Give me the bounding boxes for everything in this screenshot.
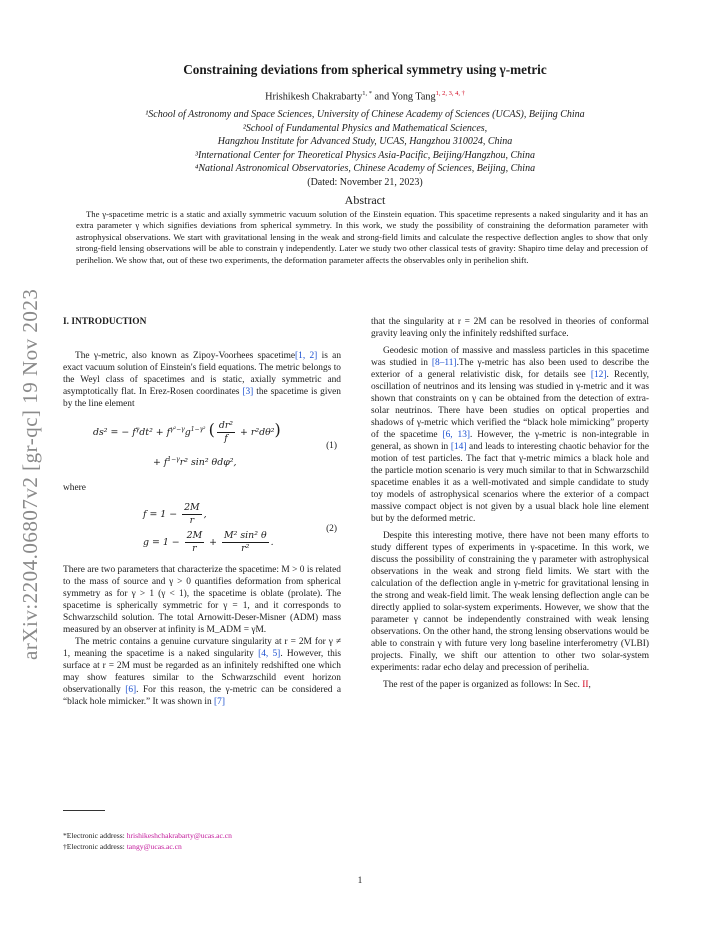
affiliation-2b: Hangzhou Institute for Advanced Study, UCAS, Hangzhou 310024, China — [217, 136, 513, 148]
section-ref-link[interactable]: II — [582, 680, 589, 690]
citation-link[interactable]: [6] — [125, 685, 137, 695]
intro-paragraph-5: Geodesic motion of massive and massless particles in this spacetime was studied in [8–11].The γ-metric has also been used to describe the exterior of a general relativistic disk, for details see [12]. Recently, oscillation of neutrinos and its lensing was studied in γ-metric and it was shown that constraints on γ can be obtained from the detection of extra-solar neutrinos. There have been studies on optical properties and shadows of γ-metric which verified the “black hole mimicking” property of the spacetime [6, 13]. However, the γ-metric is non-integrable in general, as shown in [14] and leads to interesting chaotic behavior for the motion of test particles. The fact that γ-metric mimics a black hole and the particle motion scenario is very much similar to that in Schwarzschild spacetime enables it as a well-motivated and simple candidate to study toy models of astrophysical scenarios where the exterior of a compact massive compact object is not given by a usual black hole line element but by the deformed metric. — [371, 346, 650, 524]
affiliation-3: ³International Center for Theoretical Physics Asia-Pacific, Beijing/Hangzhou, China — [195, 149, 535, 161]
equation-1: ds² = − $f^\gamma dt^2 + f^{\gamma^2-\gamma}g^{1-\gamma^2}$ ( $\frac{\text{dr²}}{f}$ + r²dθ²) + $f^{1-\gamma}r^2$ sin² θdφ², (1) — [93, 420, 337, 469]
email-link-1[interactable]: hrishikeshchakrabarty@ucas.ac.cn — [126, 831, 232, 840]
intro-paragraph-2: There are two parameters that characterize the spacetime: M > 0 is related to the mass of source and γ > 0 quantifies deformation from spherical symmetry as for γ > 1 (γ < 1), the spacetime is oblate (prolate). The spacetime is spherically symmetric for γ = 1, and it corresponds to Schwarzschild solution. The total Arnowitt-Deser-Misner (ADM) mass measured by an observer at infinity is M_ADM = γM. — [63, 565, 341, 635]
author-1: Hrishikesh Chakrabarty — [265, 91, 363, 103]
page-number: 1 — [357, 876, 363, 886]
arxiv-stamp — [18, 200, 42, 660]
intro-paragraph-7: The rest of the paper is organized as follows: In Sec. II, — [383, 680, 591, 690]
citation-link[interactable]: [12] — [590, 370, 607, 380]
email-link-2[interactable]: tangy@ucas.ac.cn — [126, 842, 182, 851]
footnote-1: *Electronic address: hrishikeshchakrabarty@ucas.ac.cn — [63, 831, 232, 840]
author-2: Yong Tang — [391, 91, 436, 103]
footnote-2: †Electronic address: tangy@ucas.ac.cn — [63, 842, 182, 851]
citation-link[interactable]: [6, 13] — [442, 430, 471, 440]
dated-line: (Dated: November 21, 2023) — [307, 176, 423, 188]
intro-paragraph-3: The metric contains a genuine curvature singularity at r = 2M for γ ≠ 1, meaning the spacetime is a naked singularity [4, 5]. However, this surface at r = 2M must be regarded as an infinitely redshifted one which may show features similar to the Schwarzschild event horizon observationally [6]. For this reason, the γ-metric can be considered a “black hole mimicker.” It was shown in [7] — [63, 637, 342, 707]
arxiv-stamp-text: arXiv:2204.06807v2 [gr-qc] 19 Nov 2023 — [18, 288, 42, 660]
citation-link[interactable]: [3] — [242, 387, 254, 397]
equation-2: f = 1 − $\frac{2M}{r}$ , g = 1 − $\frac{2M}{r}$ + $\frac{\text{M² sin² θ}}{\text{r²}}$ . (2) — [143, 502, 337, 554]
affiliation-1: ¹School of Astronomy and Space Sciences, University of Chinese Academy of Sciences (UCAS), Beijing China — [145, 109, 585, 120]
paper-title: Constraining deviations from spherical symmetry using γ-metric — [183, 62, 547, 77]
citation-link[interactable]: [1, 2] — [295, 351, 318, 361]
right-column — [371, 316, 649, 691]
author-1-sup: 1, * — [362, 90, 372, 97]
footnotes — [63, 830, 363, 852]
affiliation-2a: ²School of Fundamental Physics and Mathematical Sciences, — [242, 122, 488, 134]
citation-link[interactable]: [8–11] — [431, 358, 457, 368]
affiliation-4: ⁴National Astronomical Observatories, Chinese Academy of Sciences, Beijing, China — [194, 163, 536, 175]
citation-link[interactable]: [7] — [214, 697, 225, 707]
author-line — [60, 90, 670, 102]
citation-link[interactable]: [4, 5] — [258, 649, 281, 659]
affiliations — [60, 108, 670, 190]
author-conjunction: and — [371, 91, 392, 103]
footnote-rule — [63, 810, 105, 811]
abstract-text: The γ-spacetime metric is a static and axially symmetric vacuum solution of the Einstein equation. This spacetime represents a naked singularity and it has an extra parameter γ which signifies deviations from spherical symmetry. In this work, we study the possibility of constraining the deformation parameter with astrophysical observations. We start with gravitational lensing in the weak and strong-field limits and calculate the respective deflection angles to show that only strong-field lensing observations will be able to constrain γ independently. Later we study two other classical tests of gravity: Shapiro time delay and precession of perihelion. We show that, out of these two experiments, the deformation parameter affects the observables only in perihelion shift. — [76, 209, 648, 265]
abstract-heading: Abstract — [344, 193, 386, 207]
where-text: where — [63, 483, 86, 493]
section-heading: I. INTRODUCTION — [63, 317, 147, 327]
citation-link[interactable]: [14] — [450, 442, 467, 452]
equation-2-number: (2) — [326, 524, 337, 535]
author-2-sup: 1, 2, 3, 4, † — [435, 90, 465, 97]
intro-paragraph-4: that the singularity at r = 2M can be resolved in theories of conformal gravity leaving only the infinitely redshifted surface. — [371, 317, 649, 339]
intro-paragraph-6: Despite this interesting motive, there have not been many efforts to study different types of experiments in γ-spacetime. In this work, we discuss the possibility of constraining the γ parameter with astrophysical observations in the weak and strong field limits. We start with the calculation of the deflection angle in γ-metric for gravitational lensing in the strong and weak-field limit. The weak lensing deflection angle can be directly applied to solar-system experiments. However, we show that the parameter γ cannot be independently constrained with weak lensing observations. On the other hand, the strong lensing observations would be able to constrain γ with future very long baseline interferometry (VLBI) projects. Finally, we shift our attention to other two solar-system experiments: radar echo delay and precession of perihelia. — [371, 531, 649, 673]
equation-1-number: (1) — [326, 441, 337, 452]
intro-paragraph-1: The γ-metric, also known as Zipoy-Voorhees spacetime[1, 2] is an exact vacuum solution of Einstein's field equations. The metric belongs to the Weyl class of spacetimes and is static, axially symmetric and asymptotically flat. In Erez-Rosen coordinates [3] the spacetime is given by the line element — [63, 351, 342, 409]
left-column — [63, 316, 341, 708]
